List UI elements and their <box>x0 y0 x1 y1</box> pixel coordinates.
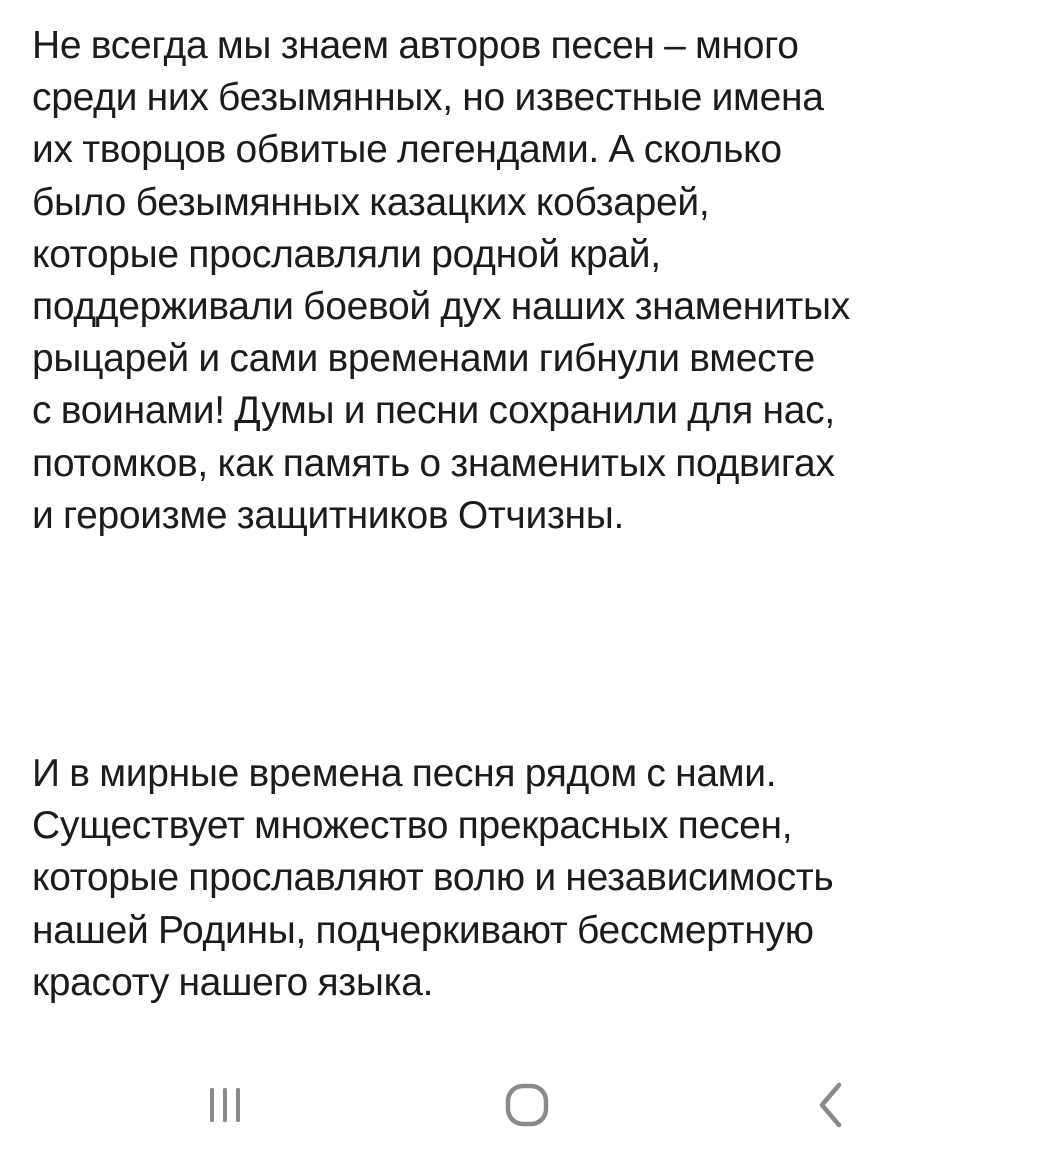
paragraph-2-line: нашей Родины, подчеркивают бессмертную <box>32 908 814 952</box>
paragraph-2 <box>32 748 833 1009</box>
home-icon <box>503 1081 551 1129</box>
paragraph-1-line: их творцов обвитые легендами. А сколько <box>32 128 782 172</box>
home-button[interactable] <box>482 1060 572 1150</box>
back-button[interactable] <box>786 1060 876 1150</box>
system-navigation-bar <box>0 1040 1038 1140</box>
paragraph-2-line: которые прославляют волю и независимость <box>32 856 834 900</box>
back-icon <box>811 1081 851 1129</box>
paragraph-2-line: Существует множество прекрасных песен, <box>32 804 793 848</box>
paragraph-1-line: потомков, как память о знаменитых подвигах <box>32 441 835 485</box>
paragraph-1 <box>32 20 1032 542</box>
recent-apps-icon <box>205 1085 245 1125</box>
paragraph-2-line: И в мирные времена песня рядом с нами. <box>32 752 777 795</box>
paragraph-1-line: которые прославляли родной край, <box>32 232 661 276</box>
paragraph-1-line: с воинами! Думы и песни сохранили для нас, <box>32 389 835 433</box>
paragraph-1-line: рыцарей и сами временами гибнули вместе <box>32 337 815 381</box>
paragraph-1-line: среди них безымянных, но известные имена <box>32 76 824 120</box>
paragraph-1-line: Не всегда мы знаем авторов песен – много <box>32 24 799 67</box>
paragraph-1-line: было безымянных казацких кобзарей, <box>32 180 710 224</box>
article-content <box>32 20 1032 1004</box>
paragraph-1-line: и героизме защитников Отчизны. <box>32 493 625 537</box>
recent-apps-button[interactable] <box>180 1060 270 1150</box>
paragraph-1-line: поддерживали боевой дух наших знаменитых <box>32 285 850 329</box>
paragraph-2-line: красоту нашего языка. <box>32 960 434 1004</box>
